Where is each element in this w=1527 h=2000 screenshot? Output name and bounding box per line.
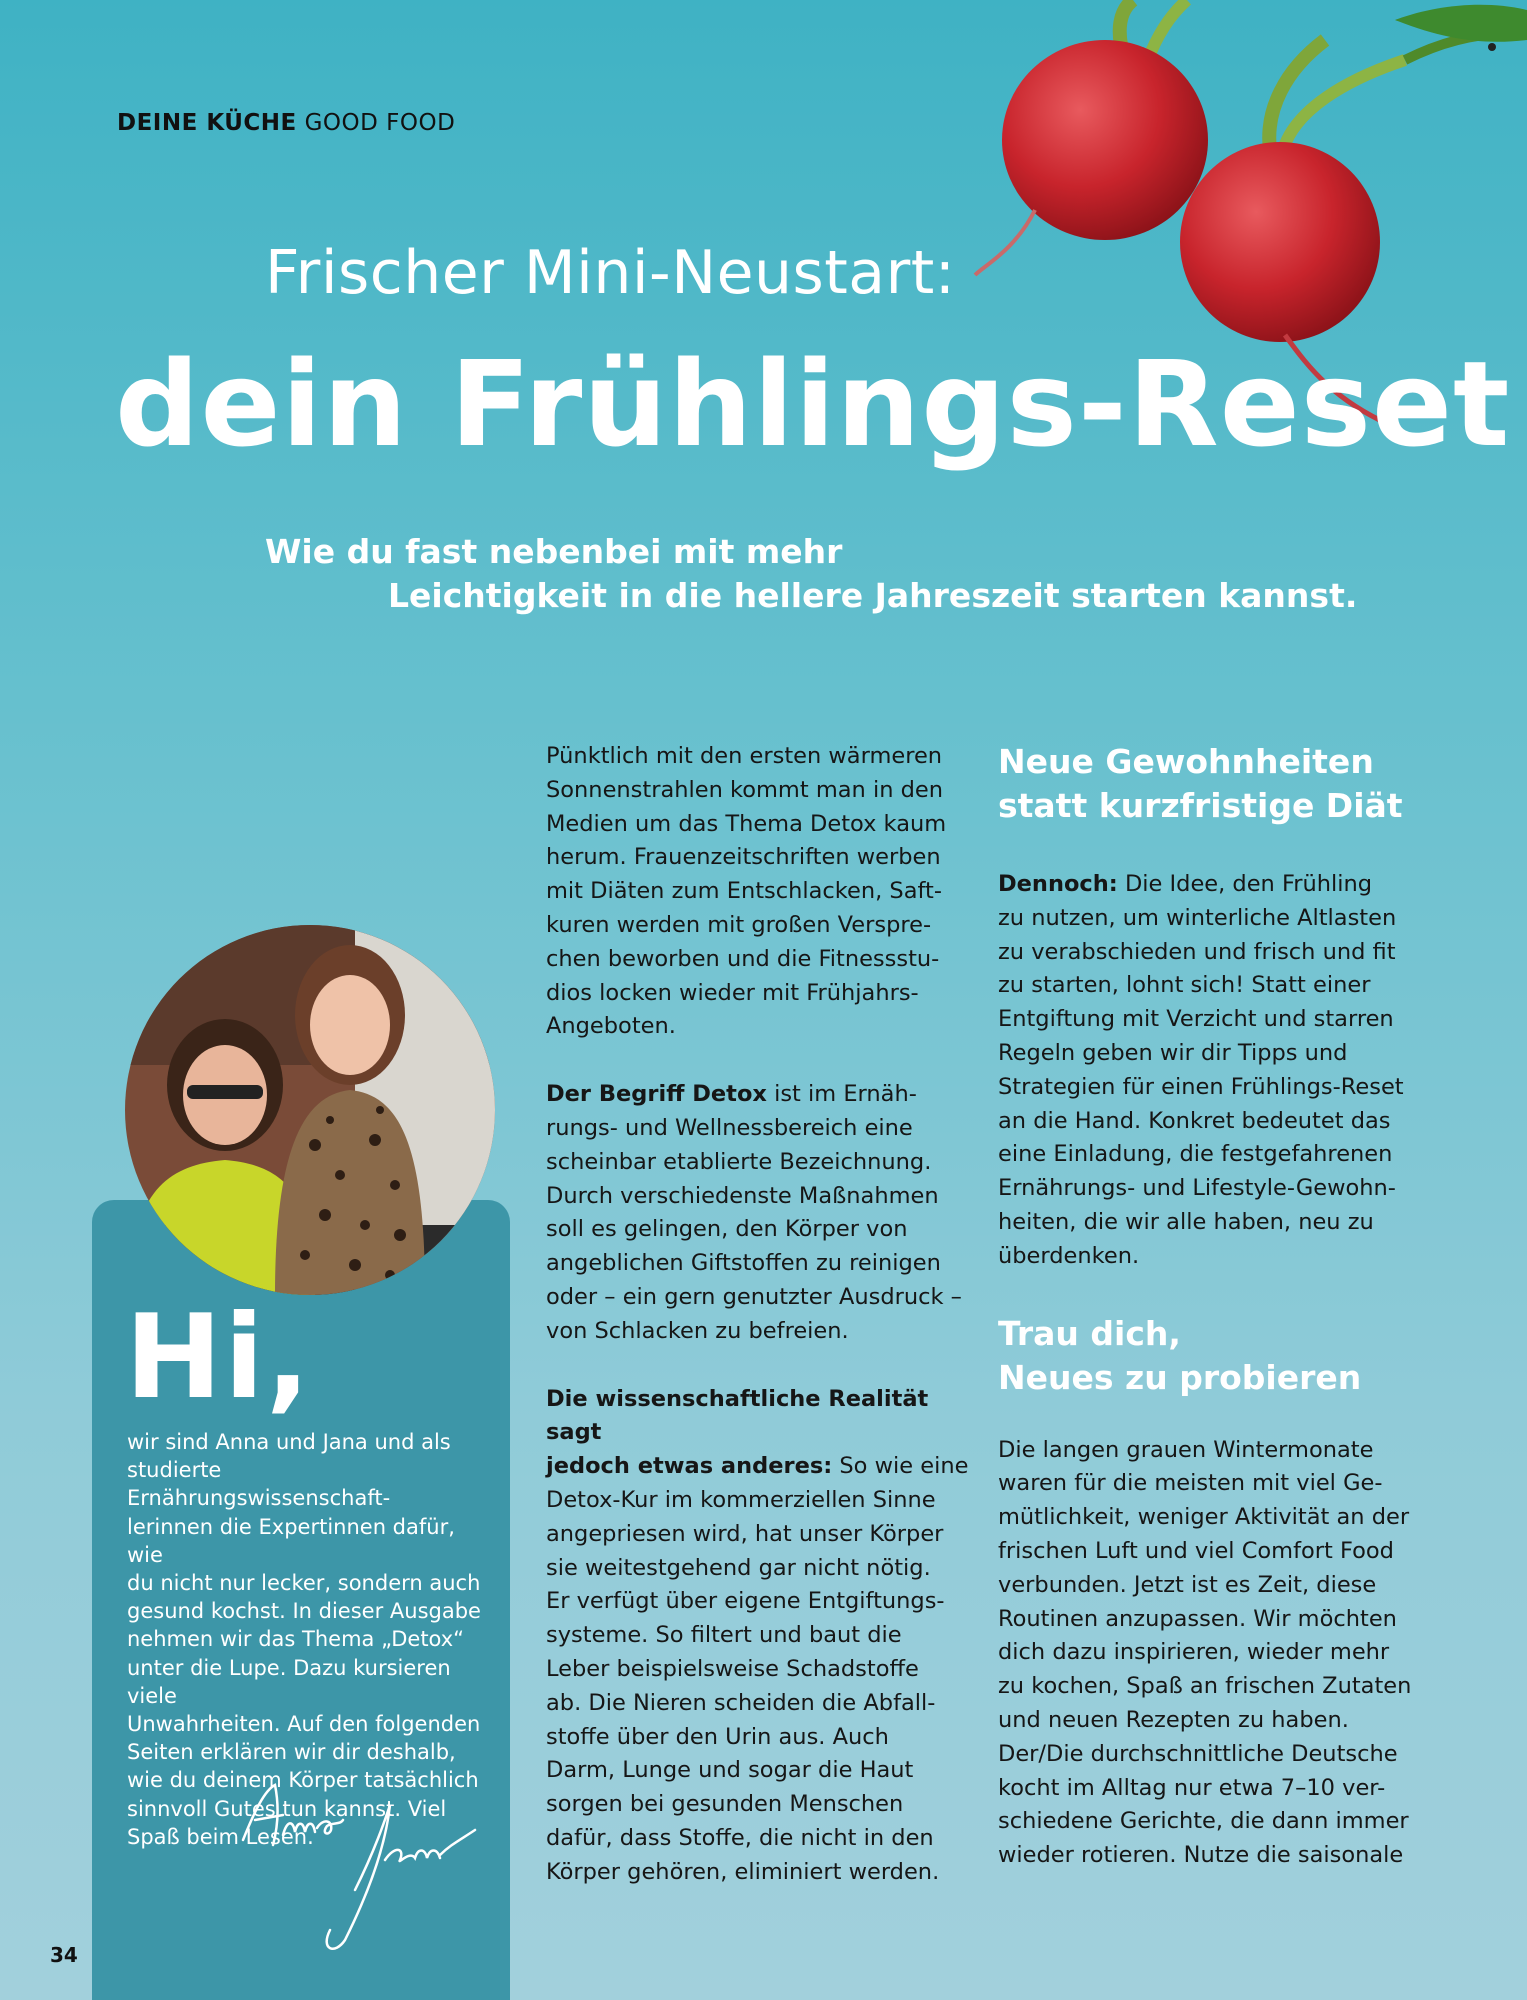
subheadline-line-2: Leichtigkeit in die hellere Jahreszeit starten kannst. xyxy=(388,576,1358,615)
body-line: Sonnenstrahlen kommt man in den xyxy=(546,776,943,803)
section-name: DEINE KÜCHE xyxy=(117,110,297,136)
lead-in: Der Begriff Detox xyxy=(546,1081,767,1108)
body-line: Pünktlich mit den ersten wärmeren xyxy=(546,743,943,769)
body-line: stoffe über den Urin aus. Auch xyxy=(546,1723,889,1750)
body-line: zu verabschieden und frisch und fit xyxy=(998,938,1396,965)
body-line: Strategien für einen Frühlings-Reset xyxy=(998,1073,1404,1100)
page-number: 34 xyxy=(50,1943,78,1967)
body-line: schiedene Gerichte, die dann immer xyxy=(998,1808,1409,1835)
body-line: Durch verschiedenste Maßnahmen xyxy=(546,1182,939,1209)
intro-line: sinnvoll Gutes tun kannst. Viel xyxy=(127,1796,447,1821)
intro-line: unter die Lupe. Dazu kursieren viele xyxy=(127,1655,451,1708)
body-line: oder – ein gern genutzter Ausdruck – xyxy=(546,1283,962,1310)
body-line: Körper gehören, eliminiert werden. xyxy=(546,1858,940,1885)
lead-in: Die wissenschaftliche Realität sagt xyxy=(546,1385,929,1446)
body-line: heiten, die wir alle haben, neu zu xyxy=(998,1208,1374,1235)
body-line: zu starten, lohnt sich! Statt einer xyxy=(998,972,1371,999)
body-line: Medien um das Thema Detox kaum xyxy=(546,810,947,837)
body-line: scheinbar etablierte Bezeichnung. xyxy=(546,1148,932,1175)
body-line: sie weitestgehend gar nicht nötig. xyxy=(546,1554,931,1581)
body-text: Die Idee, den Frühling xyxy=(1117,871,1373,897)
body-line: angeblichen Giftstoffen zu reinigen xyxy=(546,1250,941,1277)
subheadline-line-1: Wie du fast nebenbei mit mehr xyxy=(265,532,843,571)
body-line xyxy=(546,1078,976,1112)
body-line: mit Diäten zum Entschlacken, Saft- xyxy=(546,878,942,905)
body-line: Regeln geben wir dir Tipps und xyxy=(998,1039,1348,1066)
section-heading: Trau dich, xyxy=(998,1313,1181,1353)
body-line: kocht im Alltag nur etwa 7–10 ver- xyxy=(998,1774,1386,1801)
body-line: dios locken wieder mit Frühjahrs- xyxy=(546,979,919,1006)
body-line: waren für die meisten mit viel Ge- xyxy=(998,1470,1383,1497)
body-line xyxy=(546,1450,976,1484)
lead-in: jedoch etwas anderes: xyxy=(546,1453,833,1480)
body-line: und neuen Rezepten zu haben. xyxy=(998,1706,1349,1733)
body-line: Entgiftung mit Verzicht und starren xyxy=(998,1006,1394,1033)
body-line: eine Einladung, die festgefahrenen xyxy=(998,1141,1393,1168)
handwritten-signature xyxy=(235,1770,485,1960)
body-line: chen beworben und die Fitnessstu- xyxy=(546,945,940,972)
body-line: dafür, dass Stoffe, die nicht in den xyxy=(546,1824,934,1851)
body-line: sorgen bei gesunden Menschen xyxy=(546,1791,904,1818)
body-line: Detox-Kur im kommerziellen Sinne xyxy=(546,1486,936,1513)
body-text: So wie eine xyxy=(832,1453,969,1480)
body-line: von Schlacken zu befreien. xyxy=(546,1317,849,1344)
section-subname: GOOD FOOD xyxy=(304,110,456,136)
body-line: Darm, Lunge und sogar die Haut xyxy=(546,1757,914,1784)
intro-line: wie du deinem Körper tatsächlich xyxy=(127,1768,479,1793)
body-text: ist im Ernäh- xyxy=(766,1081,917,1108)
intro-line: Seiten erklären wir dir deshalb, xyxy=(127,1740,456,1765)
greeting: Hi, xyxy=(125,1290,312,1425)
section-heading: statt kurzfristige Diät xyxy=(998,786,1403,825)
intro-line: du nicht nur lecker, sondern auch xyxy=(127,1571,481,1596)
body-line: Leber beispielsweise Schadstoffe xyxy=(546,1655,919,1682)
headline-line-2: dein Frühlings-Reset xyxy=(115,335,1511,473)
body-line: überdenken. xyxy=(998,1242,1140,1269)
body-line: an die Hand. Konkret bedeutet das xyxy=(998,1107,1391,1134)
intro-line: Unwahrheiten. Auf den folgenden xyxy=(127,1712,481,1737)
body-line: Er verfügt über eigene Entgiftungs- xyxy=(546,1588,945,1615)
body-line: dich dazu inspirieren, wieder mehr xyxy=(998,1639,1390,1666)
body-line: Angeboten. xyxy=(546,1013,676,1040)
body-line: rungs- und Wellnessbereich eine xyxy=(546,1114,913,1141)
body-line: Ernährungs- und Lifestyle-Gewohn- xyxy=(998,1175,1396,1202)
body-line: zu kochen, Spaß an frischen Zutaten xyxy=(998,1673,1412,1700)
intro-line: wir sind Anna und Jana und als xyxy=(127,1430,451,1454)
body-line: soll es gelingen, den Körper von xyxy=(546,1216,908,1243)
intro-line: lerinnen die Expertinnen dafür, wie xyxy=(127,1514,455,1567)
body-line: ab. Die Nieren scheiden die Abfall- xyxy=(546,1689,936,1716)
decor-dot xyxy=(1488,43,1496,51)
body-line: verbunden. Jetzt ist es Zeit, diese xyxy=(998,1571,1377,1598)
lead-in: Dennoch: xyxy=(998,871,1118,897)
body-line: frischen Luft und viel Comfort Food xyxy=(998,1537,1394,1564)
body-line: Die langen grauen Wintermonate xyxy=(998,1436,1374,1463)
section-heading: Neues zu probieren xyxy=(998,1357,1362,1397)
body-line xyxy=(546,1383,976,1451)
body-line: kuren werden mit großen Verspre- xyxy=(546,911,932,938)
section-heading: Neue Gewohnheiten xyxy=(998,742,1374,781)
intro-line: gesund kochst. In dieser Ausgabe xyxy=(127,1599,481,1624)
headline-line-1: Frischer Mini-Neustart: xyxy=(265,238,956,308)
body-line: herum. Frauenzeitschriften werben xyxy=(546,844,941,871)
intro-line: Spaß beim Lesen. xyxy=(127,1824,314,1849)
article-column-2 xyxy=(546,740,976,1890)
article-column-3 xyxy=(998,740,1438,1873)
body-line: systeme. So filtert und baut die xyxy=(546,1622,902,1649)
body-line: angepriesen wird, hat unser Körper xyxy=(546,1520,944,1547)
body-line: wieder rotieren. Nutze die saisonale xyxy=(998,1842,1404,1869)
authors-photo xyxy=(125,925,495,1295)
body-line xyxy=(998,868,1438,902)
body-line: zu nutzen, um winterliche Altlasten xyxy=(998,904,1397,931)
body-line: Der/Die durchschnittliche Deutsche xyxy=(998,1740,1398,1767)
body-line: mütlichkeit, weniger Aktivität an der xyxy=(998,1504,1410,1531)
section-kicker xyxy=(117,110,455,136)
intro-line: studierte Ernährungswissenschaft- xyxy=(127,1458,391,1511)
intro-line: nehmen wir das Thema „Detox“ xyxy=(127,1627,465,1652)
body-line: Routinen anzupassen. Wir möchten xyxy=(998,1605,1397,1632)
